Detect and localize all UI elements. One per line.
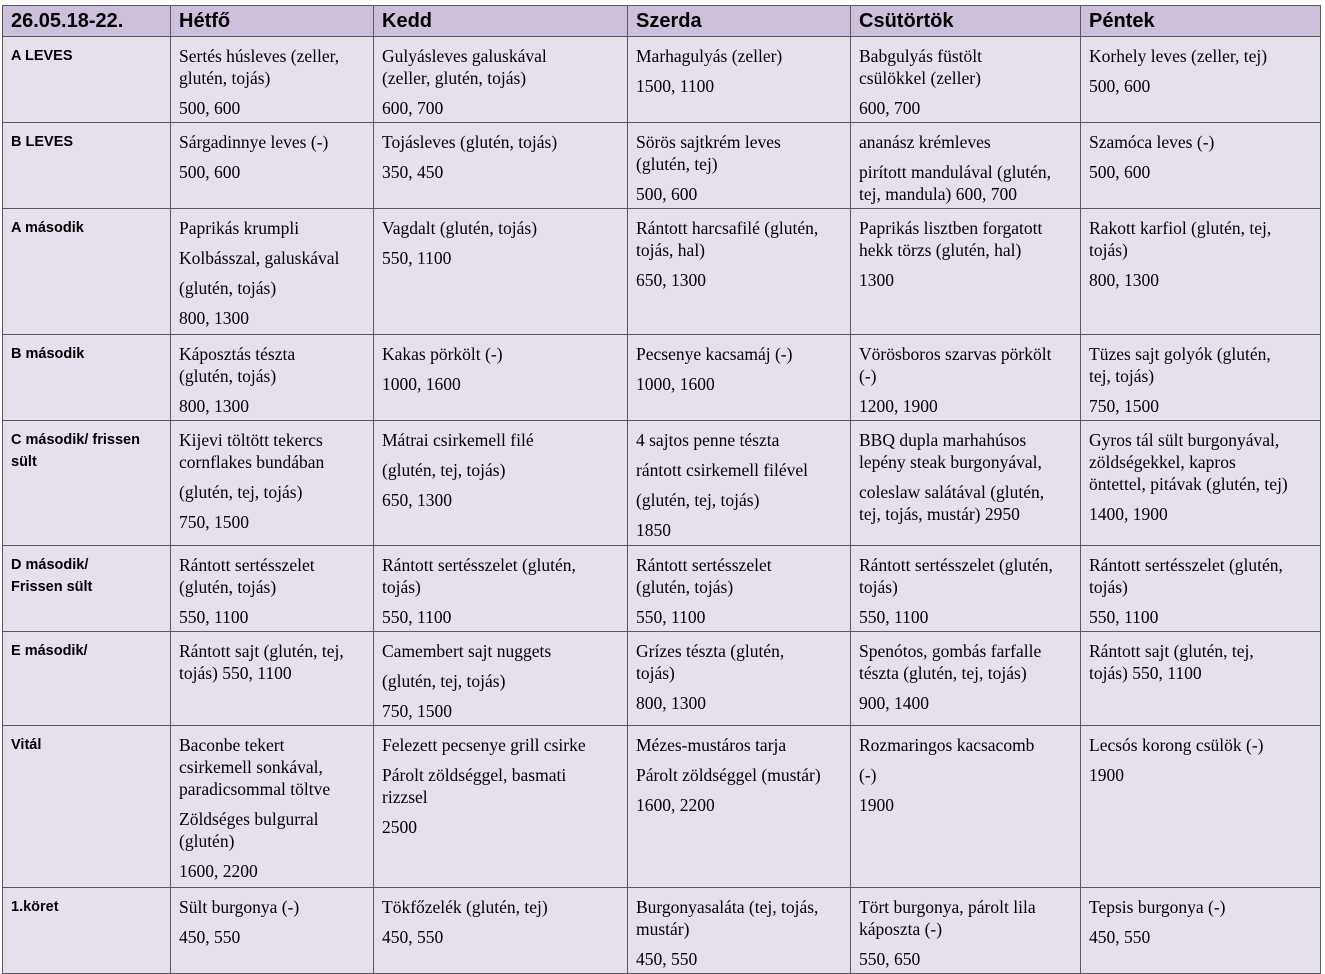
dish-text-line: 600, 700: [382, 98, 444, 118]
menu-cell: [171, 632, 374, 726]
dish-text-line: 1900: [1089, 765, 1124, 785]
menu-cell: [851, 335, 1081, 421]
dish-text-line: Vörösboros szarvas pörkölt: [859, 344, 1052, 364]
dish-text-line: rizzsel: [382, 787, 428, 807]
dish-text-line: 550, 1100: [636, 607, 706, 627]
dish-text-line: tojás): [1089, 240, 1128, 260]
menu-cell: [851, 726, 1081, 888]
dish-text-line: (glutén, tojás): [179, 577, 277, 597]
dish-text-line: Camembert sajt nuggets: [382, 641, 552, 661]
paragraph-gap: [636, 175, 844, 183]
dish-text-line: (glutén, tej, tojás): [179, 482, 303, 502]
dish-text-line: Rántott harcsafilé (glutén,: [636, 218, 819, 238]
dish-text-line: Párolt zöldséggel (mustár): [636, 765, 821, 785]
paragraph-gap: [1089, 153, 1314, 161]
dish-text-line: Rozmaringos kacsacomb: [859, 735, 1035, 755]
paragraph-gap: [179, 269, 367, 277]
dish-text-line: 500, 600: [179, 98, 241, 118]
menu-cell: [1081, 888, 1321, 974]
paragraph-gap: [179, 153, 367, 161]
dish-text-line: 750, 1500: [179, 512, 249, 532]
dish-text-line: Rántott sajt (glutén, tej,: [1089, 641, 1254, 661]
menu-cell: [1081, 726, 1321, 888]
dish-text-line: Korhely leves (zeller, tej): [1089, 46, 1268, 66]
course-label-line: B LEVES: [11, 134, 74, 150]
day-header-szerda: Szerda: [628, 6, 851, 37]
menu-cell: [628, 209, 851, 335]
menu-cell: [171, 546, 374, 632]
menu-cell: [374, 546, 628, 632]
paragraph-gap: [1089, 495, 1314, 503]
menu-cell: [374, 123, 628, 209]
menu-cell: [1081, 335, 1321, 421]
paragraph-gap: [859, 940, 1074, 948]
dish-text-line: Babgulyás füstölt: [859, 46, 982, 66]
dish-text-line: tojás, hal): [636, 240, 706, 260]
dish-text-line: Rántott sertésszelet (glutén,: [382, 555, 576, 575]
paragraph-gap: [382, 365, 621, 373]
dish-text-line: Tökfőzelék (glutén, tej): [382, 897, 548, 917]
dish-text-line: (glutén, tej, tojás): [382, 460, 506, 480]
dish-text-line: Gyros tál sült burgonyával,: [1089, 430, 1280, 450]
paragraph-gap: [859, 756, 1074, 764]
course-label: [3, 123, 171, 209]
menu-cell: [171, 123, 374, 209]
dish-text-line: glutén, tojás): [179, 68, 271, 88]
paragraph-gap: [179, 503, 367, 511]
course-label-line: Vitál: [11, 737, 42, 753]
dish-text-line: Paprikás krumpli: [179, 218, 300, 238]
menu-cell: [1081, 632, 1321, 726]
dish-text-line: 500, 600: [636, 184, 698, 204]
dish-text-line: Marhagulyás (zeller): [636, 46, 783, 66]
menu-cell: [628, 888, 851, 974]
dish-text-line: Káposztás tészta: [179, 344, 296, 364]
menu-cell: [1081, 209, 1321, 335]
course-label: [3, 335, 171, 421]
dish-text-line: csülökkel (zeller): [859, 68, 981, 88]
dish-text-line: (zeller, glutén, tojás): [382, 68, 527, 88]
course-label-line: C második/ frissen: [11, 432, 140, 448]
paragraph-gap: [1089, 918, 1314, 926]
menu-cell: [628, 123, 851, 209]
paragraph-gap: [859, 598, 1074, 606]
dish-text-line: 900, 1400: [859, 693, 929, 713]
menu-row: [3, 421, 1321, 546]
dish-text-line: tojás): [636, 663, 675, 683]
dish-text-line: 450, 550: [1089, 927, 1151, 947]
dish-text-line: Paprikás lisztben forgatott: [859, 218, 1043, 238]
course-label-line: E második/: [11, 643, 88, 659]
menu-cell: [628, 421, 851, 546]
menu-cell: [374, 632, 628, 726]
dish-text-line: 1900: [859, 795, 894, 815]
dish-text-line: Kijevi töltött tekercs: [179, 430, 323, 450]
dish-text-line: 450, 550: [636, 949, 698, 969]
dish-text-line: rántott csirkemell filével: [636, 460, 809, 480]
dish-text-line: (glutén, tojás): [179, 278, 277, 298]
menu-cell: [851, 37, 1081, 123]
menu-cell: [628, 37, 851, 123]
dish-text-line: (glutén, tej, tojás): [382, 671, 506, 691]
paragraph-gap: [179, 918, 367, 926]
dish-text-line: 1600, 2200: [179, 861, 258, 881]
dish-text-line: öntettel, pitávak (glutén, tej): [1089, 474, 1288, 494]
dish-text-line: 750, 1500: [382, 701, 452, 721]
paragraph-gap: [179, 239, 367, 247]
dish-text-line: Rántott sertésszelet: [179, 555, 315, 575]
dish-text-line: 650, 1300: [636, 270, 706, 290]
course-label: [3, 632, 171, 726]
dish-text-line: 800, 1300: [636, 693, 706, 713]
menu-cell: [851, 209, 1081, 335]
dish-text-line: Rakott karfiol (glutén, tej,: [1089, 218, 1272, 238]
dish-text-line: 550, 1100: [382, 248, 452, 268]
paragraph-gap: [179, 89, 367, 97]
paragraph-gap: [382, 756, 621, 764]
menu-cell: [851, 632, 1081, 726]
dish-text-line: 550, 1100: [382, 607, 452, 627]
dish-text-line: Spenótos, gombás farfalle: [859, 641, 1042, 661]
menu-cell: [1081, 546, 1321, 632]
dish-text-line: 1200, 1900: [859, 396, 938, 416]
dish-text-line: 800, 1300: [179, 396, 249, 416]
dish-text-line: tojás): [859, 577, 898, 597]
header-row: [3, 6, 1321, 37]
dish-text-line: Tört burgonya, párolt lila: [859, 897, 1036, 917]
dish-text-line: 350, 450: [382, 162, 444, 182]
dish-text-line: Sült burgonya (-): [179, 897, 300, 917]
dish-text-line: tészta (glutén, tej, tojás): [859, 663, 1027, 683]
paragraph-gap: [179, 473, 367, 481]
dish-text-line: Sörös sajtkrém leves: [636, 132, 781, 152]
dish-text-line: Kakas pörkölt (-): [382, 344, 503, 364]
dish-text-line: 550, 1100: [1089, 607, 1159, 627]
dish-text-line: Sárgadinnye leves (-): [179, 132, 329, 152]
menu-cell: [374, 209, 628, 335]
dish-text-line: (glutén, tej): [636, 154, 718, 174]
dish-text-line: (-): [859, 765, 877, 785]
dish-text-line: 1600, 2200: [636, 795, 715, 815]
paragraph-gap: [382, 239, 621, 247]
dish-text-line: 4 sajtos penne tészta: [636, 430, 780, 450]
dish-text-line: 500, 600: [1089, 76, 1151, 96]
day-header-hetfo: Hétfő: [171, 6, 374, 37]
menu-cell: [851, 546, 1081, 632]
dish-text-line: coleslaw salátával (glutén,: [859, 482, 1045, 502]
paragraph-gap: [382, 808, 621, 816]
dish-text-line: Grízes tészta (glutén,: [636, 641, 785, 661]
paragraph-gap: [179, 800, 367, 808]
paragraph-gap: [636, 598, 844, 606]
menu-cell: [171, 888, 374, 974]
menu-cell: [171, 726, 374, 888]
paragraph-gap: [1089, 598, 1314, 606]
dish-text-line: Mátrai csirkemell filé: [382, 430, 534, 450]
paragraph-gap: [859, 684, 1074, 692]
menu-cell: [374, 888, 628, 974]
paragraph-gap: [636, 511, 844, 519]
dish-text-line: Pecsenye kacsamáj (-): [636, 344, 793, 364]
dish-text-line: 550, 650: [859, 949, 921, 969]
paragraph-gap: [382, 451, 621, 459]
dish-text-line: 750, 1500: [1089, 396, 1159, 416]
dish-text-line: 1000, 1600: [636, 374, 715, 394]
dish-text-line: zöldségekkel, kapros: [1089, 452, 1236, 472]
menu-cell: [628, 632, 851, 726]
paragraph-gap: [1089, 261, 1314, 269]
dish-text-line: 450, 550: [179, 927, 241, 947]
paragraph-gap: [636, 940, 844, 948]
day-header-pentek: Péntek: [1081, 6, 1321, 37]
menu-cell: [851, 421, 1081, 546]
dish-text-line: tej, mandula) 600, 700: [859, 184, 1017, 204]
dish-text-line: Rántott sertésszelet (glutén,: [1089, 555, 1283, 575]
menu-cell: [628, 335, 851, 421]
dish-text-line: paradicsommal töltve: [179, 779, 331, 799]
menu-body: [3, 37, 1321, 974]
dish-text-line: lepény steak burgonyával,: [859, 452, 1042, 472]
menu-cell: [171, 37, 374, 123]
menu-row: [3, 726, 1321, 888]
dish-text-line: 550, 1100: [859, 607, 929, 627]
menu-cell: [171, 209, 374, 335]
paragraph-gap: [179, 598, 367, 606]
dish-text-line: Lecsós korong csülök (-): [1089, 735, 1264, 755]
dish-text-line: tej, tojás): [1089, 366, 1155, 386]
dish-text-line: ananász krémleves: [859, 132, 991, 152]
paragraph-gap: [179, 852, 367, 860]
menu-row: [3, 37, 1321, 123]
dish-text-line: Zöldséges bulgurral: [179, 809, 319, 829]
dish-text-line: mustár): [636, 919, 690, 939]
dish-text-line: Szamóca leves (-): [1089, 132, 1215, 152]
dish-text-line: pirított mandulával (glutén,: [859, 162, 1051, 182]
menu-cell: [628, 546, 851, 632]
paragraph-gap: [636, 67, 844, 75]
paragraph-gap: [382, 153, 621, 161]
paragraph-gap: [382, 918, 621, 926]
menu-cell: [851, 888, 1081, 974]
dish-text-line: Tepsis burgonya (-): [1089, 897, 1226, 917]
dish-text-line: (-): [859, 366, 877, 386]
dish-text-line: Mézes-mustáros tarja: [636, 735, 787, 755]
paragraph-gap: [179, 387, 367, 395]
menu-cell: [1081, 37, 1321, 123]
dish-text-line: 1300: [859, 270, 894, 290]
menu-cell: [171, 421, 374, 546]
course-label: [3, 888, 171, 974]
paragraph-gap: [636, 481, 844, 489]
dish-text-line: Sertés húsleves (zeller,: [179, 46, 340, 66]
course-label: [3, 209, 171, 335]
dish-text-line: 500, 600: [1089, 162, 1151, 182]
paragraph-gap: [859, 786, 1074, 794]
dish-text-line: (glutén, tojás): [179, 366, 277, 386]
course-label-line: A LEVES: [11, 48, 73, 64]
paragraph-gap: [1089, 756, 1314, 764]
dish-text-line: Felezett pecsenye grill csirke: [382, 735, 586, 755]
dish-text-line: (glutén, tej, tojás): [636, 490, 760, 510]
dish-text-line: tojás): [1089, 577, 1128, 597]
menu-row: [3, 632, 1321, 726]
dish-text-line: cornflakes bundában: [179, 452, 325, 472]
menu-row: [3, 123, 1321, 209]
menu-cell: [1081, 421, 1321, 546]
course-label-line: 1.köret: [11, 899, 59, 915]
course-label: [3, 421, 171, 546]
dish-text-line: BBQ dupla marhahúsos: [859, 430, 1027, 450]
paragraph-gap: [859, 89, 1074, 97]
paragraph-gap: [636, 365, 844, 373]
paragraph-gap: [636, 451, 844, 459]
paragraph-gap: [1089, 387, 1314, 395]
dish-text-line: 550, 1100: [179, 607, 249, 627]
course-label-line: B második: [11, 346, 85, 362]
paragraph-gap: [382, 89, 621, 97]
week-date: 26.05.18-22.: [3, 6, 171, 37]
menu-row: [3, 335, 1321, 421]
dish-text-line: Rántott sertésszelet: [636, 555, 772, 575]
paragraph-gap: [1089, 67, 1314, 75]
paragraph-gap: [859, 473, 1074, 481]
course-label-line: A második: [11, 220, 84, 236]
day-header-kedd: Kedd: [374, 6, 628, 37]
dish-text-line: 1400, 1900: [1089, 504, 1168, 524]
dish-text-line: 600, 700: [859, 98, 921, 118]
paragraph-gap: [382, 598, 621, 606]
paragraph-gap: [859, 153, 1074, 161]
paragraph-gap: [382, 692, 621, 700]
course-label-line: Frissen sült: [11, 579, 93, 595]
dish-text-line: Tüzes sajt golyók (glutén,: [1089, 344, 1271, 364]
course-label-line: sült: [11, 454, 37, 470]
paragraph-gap: [636, 786, 844, 794]
menu-row: [3, 209, 1321, 335]
course-label: [3, 726, 171, 888]
dish-text-line: 450, 550: [382, 927, 444, 947]
menu-cell: [374, 726, 628, 888]
dish-text-line: Burgonyasaláta (tej, tojás,: [636, 897, 819, 917]
course-label-line: D második/: [11, 557, 89, 573]
paragraph-gap: [859, 387, 1074, 395]
course-label: [3, 546, 171, 632]
dish-text-line: 2500: [382, 817, 417, 837]
day-header-csutortok: Csütörtök: [851, 6, 1081, 37]
dish-text-line: csirkemell sonkával,: [179, 757, 323, 777]
menu-row: [3, 888, 1321, 974]
dish-text-line: tojás): [382, 577, 421, 597]
dish-text-line: 1500, 1100: [636, 76, 715, 96]
menu-cell: [374, 335, 628, 421]
dish-text-line: tej, tojás, mustár) 2950: [859, 504, 1020, 524]
menu-cell: [374, 37, 628, 123]
dish-text-line: Gulyásleves galuskával: [382, 46, 547, 66]
dish-text-line: (glutén, tojás): [636, 577, 734, 597]
dish-text-line: 650, 1300: [382, 490, 452, 510]
paragraph-gap: [859, 261, 1074, 269]
dish-text-line: Tojásleves (glutén, tojás): [382, 132, 558, 152]
dish-text-line: Rántott sajt (glutén, tej,: [179, 641, 344, 661]
dish-text-line: tojás) 550, 1100: [1089, 663, 1202, 683]
paragraph-gap: [636, 756, 844, 764]
dish-text-line: Párolt zöldséggel, basmati: [382, 765, 567, 785]
course-label: [3, 37, 171, 123]
dish-text-line: 800, 1300: [1089, 270, 1159, 290]
paragraph-gap: [382, 662, 621, 670]
paragraph-gap: [636, 261, 844, 269]
menu-cell: [374, 421, 628, 546]
weekly-menu-table: [2, 5, 1321, 974]
dish-text-line: Kolbásszal, galuskával: [179, 248, 340, 268]
dish-text-line: 1850: [636, 520, 671, 540]
dish-text-line: 500, 600: [179, 162, 241, 182]
dish-text-line: Rántott sertésszelet (glutén,: [859, 555, 1053, 575]
menu-row: [3, 546, 1321, 632]
dish-text-line: Vagdalt (glutén, tojás): [382, 218, 538, 238]
dish-text-line: káposzta (-): [859, 919, 943, 939]
menu-cell: [851, 123, 1081, 209]
dish-text-line: Baconbe tekert: [179, 735, 285, 755]
menu-cell: [1081, 123, 1321, 209]
dish-text-line: tojás) 550, 1100: [179, 663, 292, 683]
paragraph-gap: [382, 481, 621, 489]
menu-cell: [628, 726, 851, 888]
menu-cell: [171, 335, 374, 421]
dish-text-line: (glutén): [179, 831, 235, 851]
dish-text-line: 1000, 1600: [382, 374, 461, 394]
dish-text-line: 800, 1300: [179, 308, 249, 328]
paragraph-gap: [179, 299, 367, 307]
dish-text-line: hekk törzs (glutén, hal): [859, 240, 1022, 260]
paragraph-gap: [636, 684, 844, 692]
